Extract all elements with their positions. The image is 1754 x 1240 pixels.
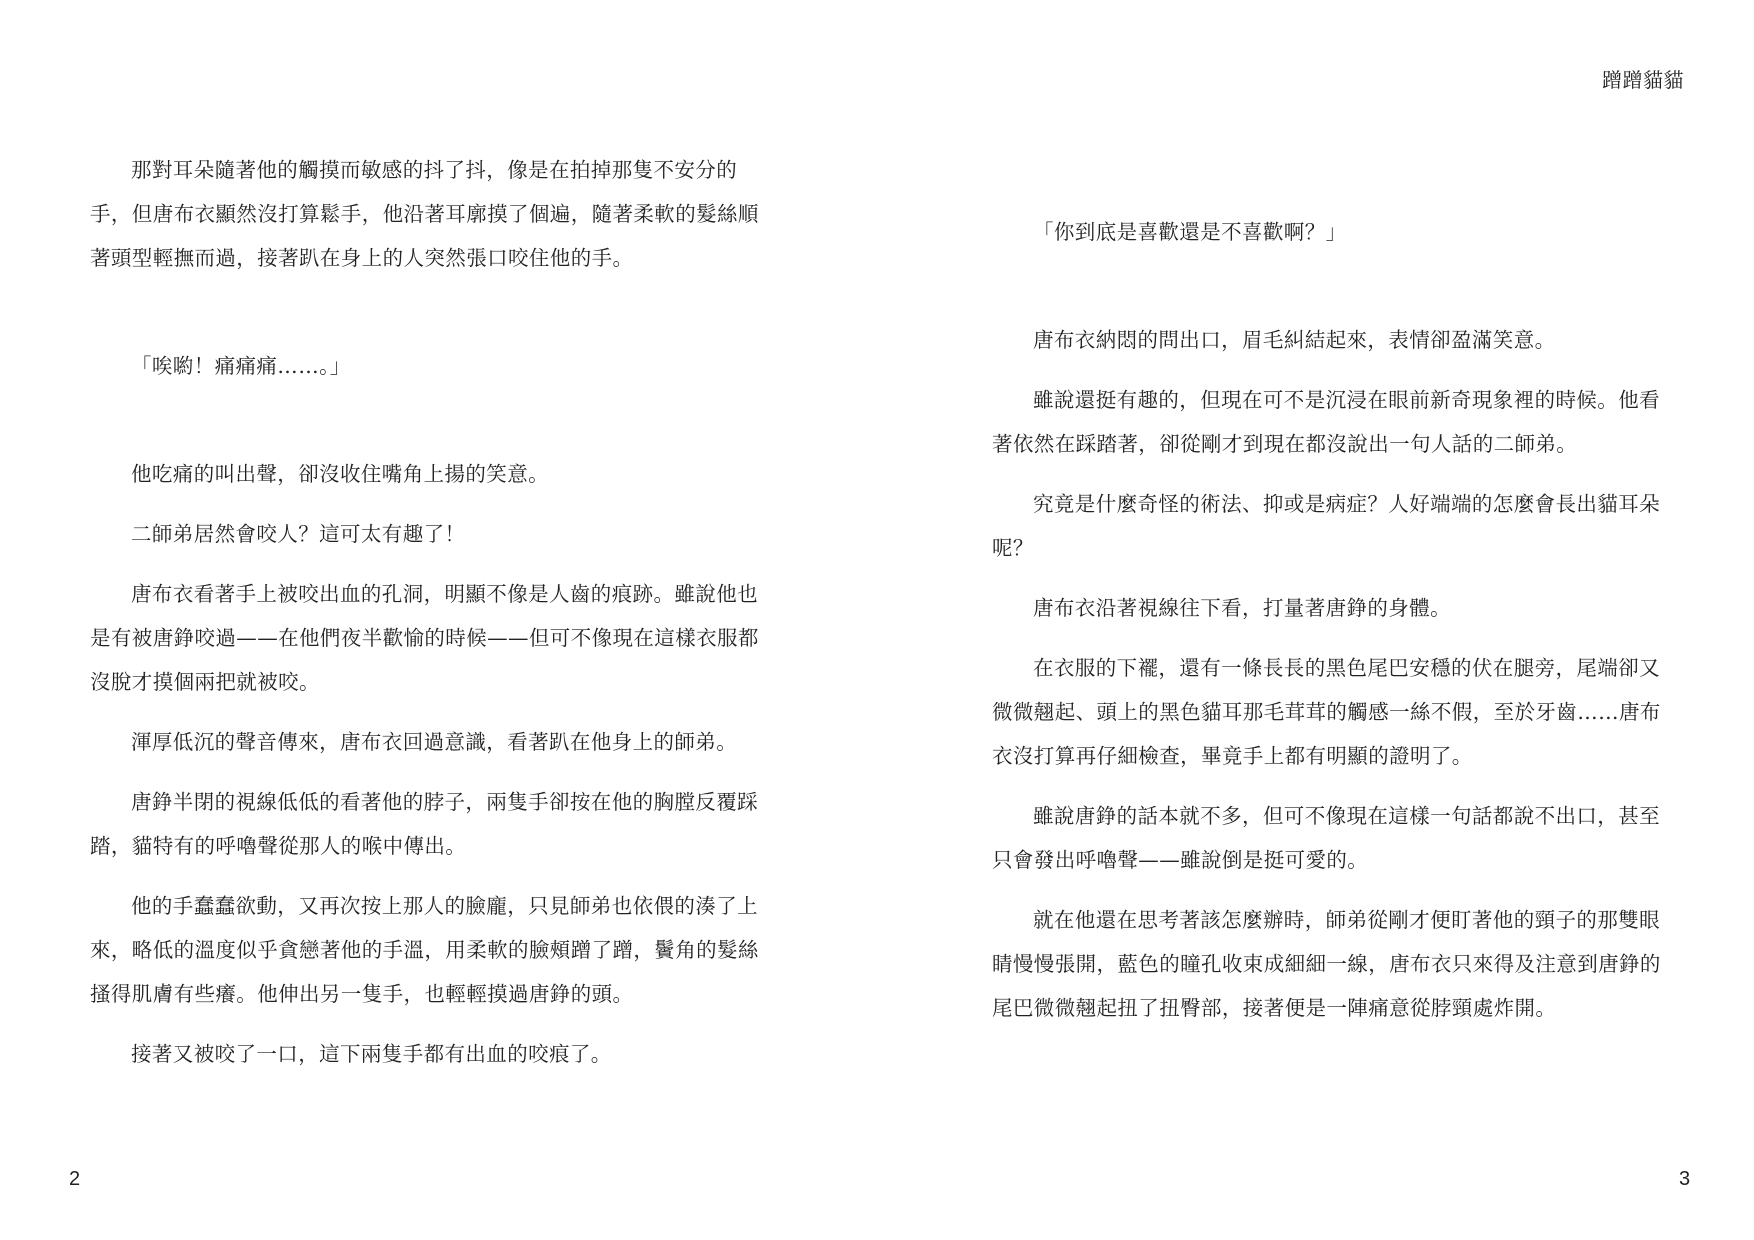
paragraph: 渾厚低沉的聲音傳來，唐布衣回過意識，看著趴在他身上的師弟。	[131, 730, 738, 754]
running-header: 蹭蹭貓貓	[1602, 68, 1684, 92]
paragraph: 接著又被咬了一口，這下兩隻手都有出血的咬痕了。	[131, 1042, 612, 1066]
paragraph: 就在他還在思考著該怎麼辦時，師弟從剛才便盯著他的頸子的那雙眼睛慢慢張開，藍色的瞳孔收束成細細一線，唐布衣只來得及注意到唐錚的尾巴微微翹起扭了扭臀部，接著便是一陣痛意從脖頸處炸開。	[992, 908, 1661, 1020]
dialogue-paragraph: 「唉喲！痛痛痛……。」	[131, 354, 351, 378]
paragraph: 唐布衣看著手上被咬出血的孔洞，明顯不像是人齒的痕跡。雖說他也是有被唐錚咬過——在他們夜半歡愉的時候——但可不像現在這樣衣服都沒脫才摸個兩把就被咬。	[90, 582, 759, 694]
paragraph: 二師弟居然會咬人？這可太有趣了！	[131, 522, 466, 546]
paragraph: 那對耳朵隨著他的觸摸而敏感的抖了抖，像是在拍掉那隻不安分的手，但唐布衣顯然沒打算鬆手，他沿著耳廓摸了個遍，隨著柔軟的髮絲順著頭型輕撫而過，接著趴在身上的人突然張口咬住他的手。	[90, 158, 759, 270]
page-number: 2	[69, 1168, 81, 1190]
right-page	[877, 0, 1754, 1240]
paragraph: 雖說唐錚的話本就不多，但可不像現在這樣一句話都說不出口，甚至只會發出呼嚕聲——雖說倒是挺可愛的。	[992, 804, 1660, 872]
paragraph: 他的手蠢蠢欲動，又再次按上那人的臉龐，只見師弟也依偎的湊了上來，略低的溫度似乎貪戀著他的手溫，用柔軟的臉頰蹭了蹭，鬢角的髮絲搔得肌膚有些癢。他伸出另一隻手，也輕輕摸過唐錚的頭。	[90, 894, 759, 1006]
paragraph: 唐布衣沿著視線往下看，打量著唐錚的身體。	[1033, 596, 1451, 620]
paragraph: 在衣服的下襬，還有一條長長的黑色尾巴安穩的伏在腿旁，尾端卻又微微翹起、頭上的黑色貓耳那毛茸茸的觸感一絲不假，至於牙齒……唐布衣沒打算再仔細檢查，畢竟手上都有明顯的證明了。	[992, 656, 1661, 768]
dialogue-paragraph: 「你到底是喜歡還是不喜歡啊？」	[1033, 220, 1347, 244]
paragraph: 他吃痛的叫出聲，卻沒收住嘴角上揚的笑意。	[131, 462, 549, 486]
paragraph: 究竟是什麼奇怪的術法、抑或是病症？人好端端的怎麼會長出貓耳朵呢？	[992, 492, 1660, 560]
right-text-column	[992, 210, 1672, 1046]
left-text-column	[90, 148, 770, 1092]
paragraph: 唐布衣納悶的問出口，眉毛糾結起來，表情卻盈滿笑意。	[1033, 328, 1556, 352]
paragraph: 雖說還挺有趣的，但現在可不是沉浸在眼前新奇現象裡的時候。他看著依然在踩踏著，卻從剛才到現在都沒說出一句人話的二師弟。	[992, 388, 1660, 456]
paragraph: 唐錚半閉的視線低低的看著他的脖子，兩隻手卻按在他的胸膛反覆踩踏，貓特有的呼嚕聲從那人的喉中傳出。	[90, 790, 758, 858]
page-number: 3	[1679, 1168, 1691, 1190]
